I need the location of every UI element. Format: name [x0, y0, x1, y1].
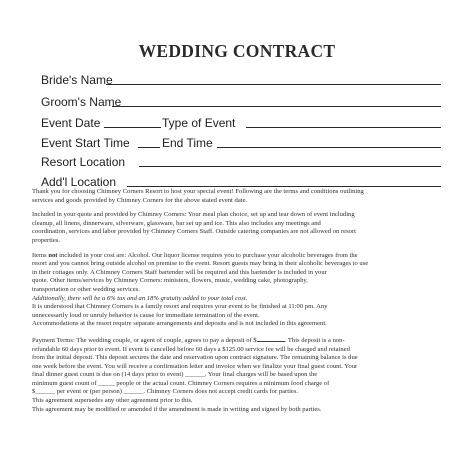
- addl-location-label: Add'l Location: [41, 175, 117, 189]
- grooms-name-label: Groom's Name: [41, 95, 122, 109]
- deposit-amount-blank[interactable]: [257, 335, 285, 342]
- addl-location-line[interactable]: [127, 186, 441, 187]
- event-date-line[interactable]: [104, 127, 161, 128]
- event-date-label: Event Date: [41, 116, 101, 130]
- text-line: quote. Other items/services by Chimney Corners: ministers, flowers, music, wedding cake, photography,: [32, 277, 308, 285]
- payment-terms-paragraph: [32, 335, 448, 414]
- text-line: properties.: [32, 236, 61, 244]
- intro-paragraph: [32, 188, 448, 205]
- text-line: minimum guest count of _____ people or the actual count. Chimney Corners requires a minimum food charge of: [32, 379, 330, 387]
- text-line: Thank you for choosing Chimney Corners Resort to host your special event! Following are the terms and conditions outlining: [32, 188, 364, 195]
- event-start-time-label: Event Start Time: [41, 136, 130, 150]
- text-line: final dinner guest count is due on (14 days prior to event) ______. Your final charges will be based upon the: [32, 371, 318, 379]
- brides-name-line[interactable]: [106, 84, 441, 85]
- event-start-time-line[interactable]: [138, 147, 160, 148]
- type-of-event-label: Type of Event: [162, 116, 236, 130]
- text-line: This agreement may be modified or amended if the amendment is made in writing and signed by both parties.: [32, 405, 322, 413]
- not-emphasis: not: [48, 251, 58, 259]
- text-line: refundable 60 days prior to event. If event is cancelled before 60 days a $125.00 service fee will be charged and retained: [32, 345, 350, 353]
- text-line: coordination, services and labor provided by Chimney Corners Staff. Outside catering companies are not allowed on resort: [32, 228, 356, 236]
- resort-location-label: Resort Location: [41, 155, 126, 169]
- text-line: in their cottages only. A Chimney Corners Staff bartender will be required and this bartender is included in your: [32, 268, 327, 276]
- text-line: It is understood that Chimney Corners is a family resort and requires your event to be finished at 11:00 pm. Any: [32, 303, 328, 311]
- text-line: Included in your quote and provided by Chimney Corners: Your meal plan choice, set up and tear down of event including: [32, 211, 355, 219]
- end-time-line[interactable]: [217, 147, 441, 148]
- text-line: Items not included in your cost are: Alcohol. Our liquor license requires you to purchase your alcoholic beverages from the: [32, 251, 358, 259]
- grooms-name-line[interactable]: [112, 106, 441, 107]
- text-line: cleanup, all linens, dinnerware, silverware, glassware, bar set up and ice. This also includes any meetings and: [32, 219, 321, 227]
- text-line: one week before the event. You will receive a confirmation letter and invoice when we finalize your final guest count. Your: [32, 362, 358, 370]
- end-time-label: End Time: [162, 136, 213, 150]
- text-line: This agreement supersedes any other agreement prior to this.: [32, 397, 193, 405]
- text-line: Payment Terms: The wedding couple, or agent of couple, agrees to pay a deposit of $ . This deposit is a non-: [32, 336, 345, 344]
- text-line: unnecessarily loud or unruly behavior is cause for immediate termination of the event.: [32, 311, 260, 319]
- brides-name-label: Bride's Name: [41, 73, 113, 87]
- text-line: services and goods provided by Chimney Corners for the above stated event date.: [32, 196, 248, 204]
- included-paragraph: [32, 211, 448, 245]
- text-line: Accommodations at the resort require separate arrangements and deposits and is not included in this agreement.: [32, 320, 327, 328]
- document-title: WEDDING CONTRACT: [138, 41, 336, 61]
- tax-line: Additionally, there will be a 6% tax and an 18% gratuity added to your total cost.: [32, 294, 248, 302]
- text-line: transportation or other wedding services.: [32, 285, 140, 293]
- not-included-paragraph: [32, 252, 448, 329]
- resort-location-line[interactable]: [139, 166, 441, 167]
- contract-body: [32, 188, 448, 414]
- text-line: from the initial deposit. This deposit secures the date and reservation upon contract signature. The remaining balance is due: [32, 354, 358, 362]
- text-line: $______ per event or (per person) ______. Chimney Corners does not accept credit cards for parties.: [32, 388, 299, 396]
- type-of-event-line[interactable]: [246, 127, 441, 128]
- text-line: resort and you cannot bring outside alcohol on premise to the event. Resort guests may bring in their alcoholic beverages to use: [32, 260, 369, 268]
